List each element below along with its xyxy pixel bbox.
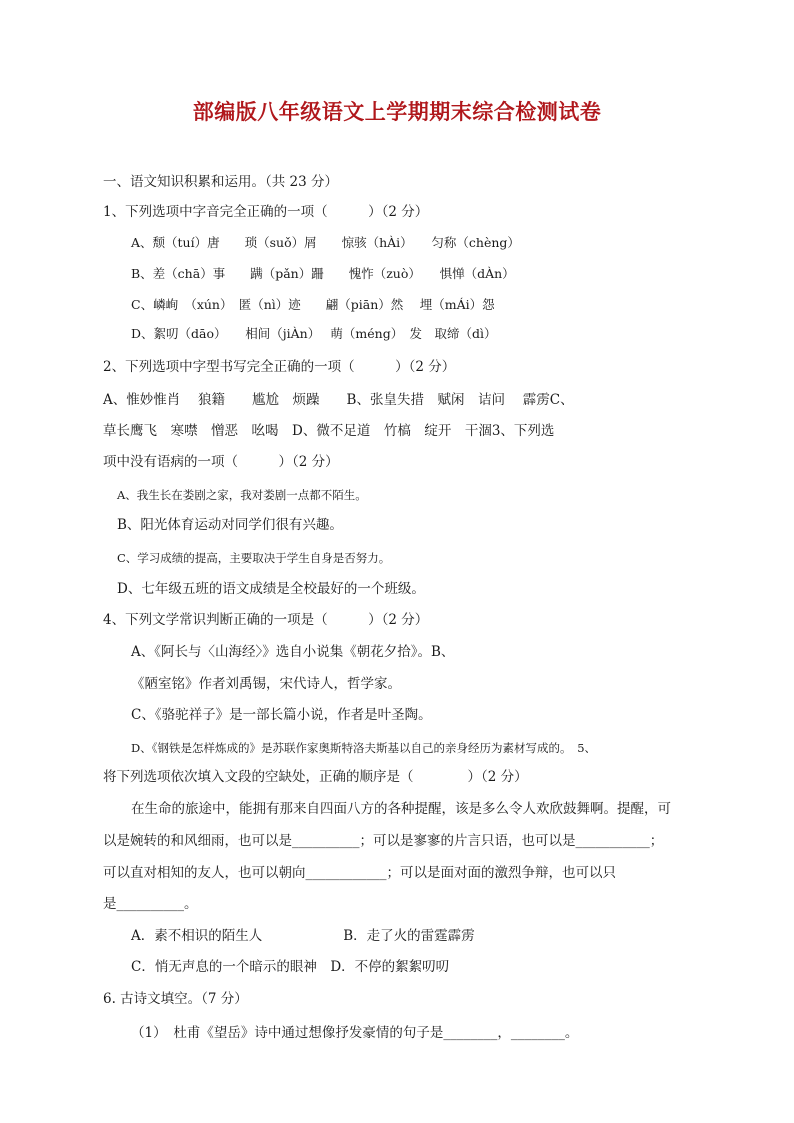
question-1: 1、下列选项中字音完全正确的一项（ ）（2 分） xyxy=(103,204,429,220)
q5-options-ab: A．素不相识的陌生人 B．走了火的雷霆霹雳 xyxy=(131,928,475,944)
q2-options-line-1: A、惟妙惟肖 狼籍 尴尬 烦躁 B、张皇失措 赋闲 诘问 霹雳C、 xyxy=(103,392,574,408)
q5-passage-line-4: 是__________。 xyxy=(103,896,198,912)
question-3: 项中没有语病的一项（ ）（2 分） xyxy=(103,454,339,470)
page-title: 部编版八年级语文上学期期末综合检测试卷 xyxy=(192,100,602,124)
q4-option-a: A、《阿长与〈山海经〉》选自小说集《朝花夕拾》。B、 xyxy=(131,644,455,660)
q1-option-b: B、差（chā）事 蹒（pǎn）跚 愧怍（zuò） 惧惮（dÀn） xyxy=(131,266,515,281)
q2-options-line-2: 草长鹰飞 寒噤 憎恶 吆喝 D、微不足道 竹槁 绽开 干涸3、下列选 xyxy=(103,423,555,439)
question-6: 6. 古诗文填空。（7 分） xyxy=(103,991,248,1007)
question-2: 2、下列选项中字型书写完全正确的一项（ ）（2 分） xyxy=(103,359,456,375)
q3-option-b: B、阳光体育运动对同学们很有兴趣。 xyxy=(117,517,343,533)
q5-passage-line-3: 可以直对相知的友人，也可以朝向____________；可以是面对面的激烈争辩，也可以只 xyxy=(103,865,616,881)
q3-option-a: A、我生长在娄剧之家，我对娄剧一点都不陌生。 xyxy=(117,488,367,502)
q1-option-a: A、颓（tuí）唐 琐（suǒ）屑 惊骇（hÀi） 匀称（chèng） xyxy=(131,235,520,250)
q5-passage-line-2: 以是婉转的和风细雨，也可以是__________；可以是寥寥的片言只语，也可以是___________； xyxy=(103,833,664,849)
q6-item-1: （1） 杜甫《望岳》诗中通过想像抒发豪情的句子是________，________。 xyxy=(131,1025,579,1041)
q3-option-d: D、七年级五班的语文成绩是全校最好的一个班级。 xyxy=(117,581,425,597)
question-4: 4、下列文学常识判断正确的一项是（ ）（2 分） xyxy=(103,612,429,628)
question-5: 将下列选项依次填入文段的空缺处，正确的顺序是（ ）（2 分） xyxy=(103,769,528,785)
q4-option-c: C、《骆驼祥子》是一部长篇小说，作者是叶圣陶。 xyxy=(131,707,432,723)
q4-option-b: 《陋室铭》作者刘禹锡，宋代诗人，哲学家。 xyxy=(131,676,401,692)
q4-option-d: D、《钢铁是怎样炼成的》是苏联作家奥斯特洛夫斯基以自己的亲身经历为素材写成的。 5、 xyxy=(131,741,597,755)
q1-option-c: C、嶙峋 （xún） 匿（nì）迹 翩（piān）然 埋（mÁi）怨 xyxy=(131,297,495,312)
section-heading: 一、语文知识积累和运用。（共 23 分） xyxy=(103,174,339,190)
q5-passage-line-1: 在生命的旅途中，能拥有那来自四面八方的各种提醒，该是多么令人欢欣鼓舞啊。提醒，可 xyxy=(131,801,671,817)
q3-option-c: C、学习成绩的提高，主要取决于学生自身是否努力。 xyxy=(117,551,391,565)
q1-option-d: D、絮叨（dāo） 相间（jiÀn） 萌（méng） 发 取缔（dì） xyxy=(131,326,497,341)
q5-options-cd: C．悄无声息的一个暗示的眼神 D．不停的絮絮叨叨 xyxy=(131,959,450,975)
